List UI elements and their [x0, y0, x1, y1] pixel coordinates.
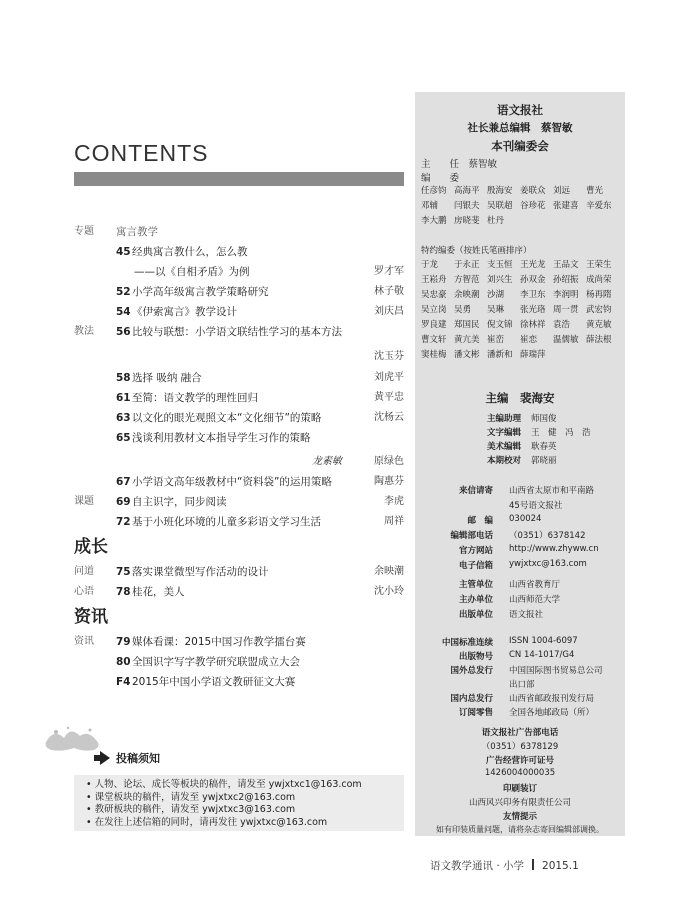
info-label: 邮 编 — [467, 516, 493, 526]
page-number: 63 — [116, 412, 131, 424]
member-name: 李大鹏 — [421, 216, 447, 226]
member-name: 徐林祥 — [520, 320, 546, 330]
info-value: 出口部 — [509, 680, 535, 690]
section-label: 专题 — [74, 226, 94, 237]
entry-author: 林子敬 — [374, 286, 404, 297]
toc-entry-subtitle — [74, 262, 404, 282]
page-number: 45 — [116, 246, 131, 258]
info-value: 山西省邮政报刊发行局 — [509, 694, 595, 704]
issue-number: 2015.1 — [542, 860, 579, 872]
member-name: 吴联超 — [487, 201, 513, 211]
chief-editor-line: 社长兼总编辑 蔡智敏 — [467, 122, 573, 134]
info-label: 官方网站 — [458, 546, 493, 556]
entry-author: 刘虎平 — [374, 372, 404, 383]
entry-title: 经典寓言教什么，怎么教 — [132, 246, 248, 258]
toc-entry[interactable] — [74, 562, 404, 582]
info-label: 主编助理 — [486, 414, 521, 424]
member-name: 闫银夫 — [454, 201, 480, 211]
entry-title: 媒体看课：2015中国习作教学擂台赛 — [132, 636, 306, 648]
heading-bar — [74, 172, 404, 186]
member-name: 成尚荣 — [586, 275, 612, 285]
info-label: 主办单位 — [458, 595, 493, 605]
member-name: 邓辅 — [421, 201, 439, 211]
member-name: 姜联众 — [520, 186, 546, 196]
member-name: 吴勇 — [454, 305, 472, 315]
part-heading: 资讯 — [74, 607, 108, 627]
toc-entry[interactable] — [74, 368, 404, 388]
committee-director: 主 任 蔡智敏 — [421, 159, 498, 170]
entry-title: 小学高年级寓言教学策略研究 — [132, 286, 269, 298]
masthead-panel — [415, 92, 625, 836]
info-label: 中国标准连续 — [441, 638, 493, 648]
info-value: 王 健 冯 浩 — [531, 428, 591, 438]
page-number: F4 — [116, 676, 131, 688]
contents-heading: CONTENTS — [74, 140, 209, 166]
toc-entry[interactable] — [74, 242, 404, 262]
toc-entry[interactable] — [74, 408, 404, 428]
info-value: ISSN 1004-6097 — [509, 636, 578, 646]
member-name: 黄亢美 — [454, 335, 480, 345]
committee-members — [421, 184, 621, 229]
toc-entry[interactable] — [74, 672, 404, 692]
member-name: 曹光 — [586, 186, 604, 196]
section-label: 问道 — [74, 566, 94, 577]
member-name: 于龙 — [421, 260, 439, 270]
member-name: 潘文彬 — [454, 350, 480, 360]
entry-title: 基于小班化环境的儿童多彩语文学习生活 — [132, 516, 321, 528]
member-name: 武宏钧 — [586, 305, 612, 315]
journal-name: 语文教学通讯 · 小学 — [430, 860, 525, 872]
member-name: 刘远 — [553, 186, 571, 196]
toc-entry[interactable] — [74, 428, 404, 448]
entry-author: 李虎 — [384, 496, 404, 507]
entry-title: 选择 吸纳 融合 — [132, 372, 202, 384]
info-value: 山西师范大学 — [509, 595, 561, 605]
editor-in-chief: 主编 裴海安 — [485, 391, 555, 405]
ad-phone-label: 语文报社广告部电话 — [481, 728, 559, 738]
tip-label: 友情提示 — [502, 812, 537, 822]
member-name: 窦桂梅 — [421, 350, 447, 360]
member-name: 吴琳 — [487, 305, 505, 315]
part-heading: 成长 — [74, 537, 108, 557]
entry-title: 全国识字写字教学研究联盟成立大会 — [132, 656, 300, 668]
section-label: 资讯 — [74, 636, 94, 647]
info-label: 本期校对 — [486, 456, 521, 466]
page-number: 61 — [116, 392, 131, 404]
info-value: 语文报社 — [509, 610, 544, 620]
section-topic: 寓言教学 — [116, 226, 158, 238]
ad-phone: （0351）6378129 — [481, 742, 559, 752]
info-value: ywjxtxc@163.com — [509, 559, 587, 569]
member-name: 刘兴生 — [487, 275, 513, 285]
member-name: 沙湖 — [487, 290, 505, 300]
toc-entry[interactable] — [74, 322, 404, 342]
info-label: 编辑部电话 — [450, 531, 493, 541]
member-name: 崔恋 — [520, 335, 538, 345]
toc-entry[interactable] — [74, 302, 404, 322]
member-name: 王光龙 — [520, 260, 546, 270]
entry-title: 浅谈利用教材文本指导学生习作的策略 — [132, 432, 311, 444]
entry-author: 沈杨云 — [374, 412, 404, 423]
toc-entry[interactable] — [74, 512, 404, 532]
toc-entry[interactable] — [74, 492, 404, 512]
toc-entry[interactable] — [74, 282, 404, 302]
info-value: 45号语文报社 — [509, 501, 563, 511]
member-name: 辛爱东 — [586, 201, 612, 211]
member-name: 张光珞 — [520, 305, 546, 315]
info-value: CN 14-1017/G4 — [509, 650, 575, 660]
page-number: 56 — [116, 326, 131, 338]
member-name: 杜丹 — [487, 216, 505, 226]
entry-author: 余映潮 — [374, 566, 404, 577]
member-name: 潘新和 — [487, 350, 513, 360]
section-label: 心语 — [74, 586, 94, 597]
member-name: 崔峦 — [487, 335, 505, 345]
entry-title: 2015年中国小学语文教研征文大赛 — [132, 676, 296, 688]
entry-author: 罗才军 — [374, 266, 404, 277]
entry-title: 比较与联想：小学语文联结性学习的基本方法 — [132, 326, 342, 338]
toc-part-heading — [74, 532, 404, 562]
member-name: 温儒敏 — [553, 335, 579, 345]
info-value: 耿春英 — [531, 442, 557, 452]
page-number: 65 — [116, 432, 131, 444]
toc-entry[interactable] — [74, 632, 404, 652]
submission-notice-box — [74, 775, 404, 831]
publisher-name: 语文报社 — [497, 103, 543, 117]
member-name: 郑国民 — [454, 320, 480, 330]
toc-entry[interactable] — [74, 652, 404, 672]
toc-author-row — [74, 342, 404, 368]
member-name: 孙绍振 — [553, 275, 579, 285]
entry-author: 刘庆昌 — [374, 306, 404, 317]
page-number: 67 — [116, 476, 131, 488]
entry-title: 以文化的眼光观照文本“文化细节”的策略 — [132, 412, 322, 424]
notice-item: • 在发往上述信箱的同时，请再发往 ywjxtxc@163.com — [86, 816, 328, 828]
notice-item: • 课堂板块的稿件，请发至 ywjxtxc2@163.com — [86, 791, 296, 803]
member-name: 罗良建 — [421, 320, 447, 330]
submission-notice-header — [94, 750, 160, 766]
page-number: 80 — [116, 656, 131, 668]
entry-title: 落实课堂微型写作活动的设计 — [132, 566, 269, 578]
footer-divider — [532, 859, 534, 870]
toc-part-heading — [74, 602, 404, 632]
member-name: 房晓斐 — [454, 216, 480, 226]
page-footer — [430, 858, 579, 873]
committee-heading: 本刊编委会 — [491, 139, 549, 153]
ad-license: 1426004000035 — [484, 768, 556, 778]
entry-author: 陶惠芬 — [374, 476, 404, 487]
member-name: 高海平 — [454, 186, 480, 196]
page-number: 58 — [116, 372, 131, 384]
toc-section-row — [74, 222, 404, 242]
special-members-label: 特约编委（按姓氏笔画排序） — [421, 246, 532, 256]
info-label: 美术编辑 — [486, 442, 521, 452]
member-name: 薛法根 — [586, 335, 612, 345]
entry-title: 至简：语文教学的理性回归 — [132, 392, 258, 404]
entry-title: 自主识字，同步阅读 — [132, 496, 227, 508]
member-name: 王崧舟 — [421, 275, 447, 285]
info-label: 订阅零售 — [458, 708, 493, 718]
members-label: 编 委 — [421, 173, 460, 184]
entry-author: 周祥 — [384, 516, 404, 527]
info-value: 中国国际图书贸易总公司 — [509, 666, 603, 676]
page-number: 79 — [116, 636, 131, 648]
info-label: 文字编辑 — [486, 428, 521, 438]
info-value: 师国俊 — [531, 414, 557, 424]
member-name: 吴忠豪 — [421, 290, 447, 300]
submission-notice-title: 投稿须知 — [116, 752, 160, 765]
entry-author: 沈玉芬 — [374, 351, 404, 362]
page-number: 69 — [116, 496, 131, 508]
notice-item: • 教研板块的稿件，请发至 ywjxtxc3@163.com — [86, 804, 296, 815]
info-label: 国外总发行 — [450, 666, 493, 676]
entry-title: 《伊索寓言》教学设计 — [132, 306, 237, 318]
member-name: 曹文轩 — [421, 335, 447, 345]
info-value: 全国各地邮政局（所） — [509, 708, 595, 718]
tip-text: 如有印装质量问题，请将杂志寄回编辑部调换。 — [436, 825, 604, 834]
member-name: 倪文锦 — [487, 320, 513, 330]
member-name: 殷海安 — [487, 186, 513, 196]
member-name: 周一贯 — [553, 305, 579, 315]
member-name: 杨再隋 — [586, 290, 612, 300]
info-label: 电子信箱 — [458, 561, 493, 571]
member-name: 张建喜 — [553, 201, 579, 211]
section-label: 课题 — [74, 496, 94, 507]
special-members — [421, 258, 621, 363]
entry-author: 龙素敏 — [312, 456, 342, 467]
printer-name: 山西风兴印务有限责任公司 — [468, 798, 571, 808]
ad-license-label: 广告经营许可证号 — [485, 756, 554, 766]
member-name: 孙双金 — [520, 275, 546, 285]
info-value: （0351）6378142 — [509, 531, 586, 541]
entry-author: 黄平忠 — [374, 392, 404, 403]
page-number: 52 — [116, 286, 131, 298]
page-number: 75 — [116, 566, 131, 578]
member-name: 王荣生 — [586, 260, 612, 270]
member-name: 余映潮 — [454, 290, 480, 300]
member-name: 李润明 — [553, 290, 579, 300]
info-value: http://www.zhyww.cn — [509, 544, 599, 554]
toc-author-row — [74, 448, 404, 472]
page-number: 78 — [116, 586, 131, 598]
page-number: 72 — [116, 516, 131, 528]
table-of-contents — [74, 222, 404, 692]
member-name: 袁浩 — [553, 320, 571, 330]
notice-item: • 人物、论坛、成长等板块的稿件，请发至 ywjxtxc1@163.com — [86, 779, 362, 790]
info-value: 030024 — [509, 514, 542, 524]
printing-label: 印刷装订 — [502, 784, 537, 794]
entry-author: 原绿色 — [374, 456, 404, 467]
member-name: 黄克敏 — [586, 320, 612, 330]
member-name: 李卫东 — [520, 290, 546, 300]
info-value: 山西省教育厅 — [509, 580, 561, 590]
member-name: 方智范 — [454, 275, 480, 285]
member-name: 薛瑞萍 — [520, 350, 546, 360]
info-label: 来信请寄 — [458, 486, 493, 496]
toc-entry[interactable] — [74, 472, 404, 492]
member-name: 于永正 — [454, 260, 480, 270]
section-label: 教法 — [74, 326, 94, 337]
page-number: 54 — [116, 306, 131, 318]
info-label: 主管单位 — [458, 580, 493, 590]
entry-title: 小学语文高年级教材中“资料袋”的运用策略 — [132, 476, 332, 488]
info-label: 出版单位 — [458, 610, 493, 620]
entry-author: 沈小玲 — [374, 586, 404, 597]
member-name: 谷珍花 — [520, 201, 546, 211]
entry-title: 桂花，美人 — [132, 586, 185, 598]
info-label: 国内总发行 — [450, 694, 493, 704]
entry-subtitle: ——以《自相矛盾》为例 — [134, 266, 250, 278]
member-name: 王品文 — [553, 260, 579, 270]
info-label: 出版物号 — [458, 652, 493, 662]
member-name: 任彦钧 — [421, 186, 447, 196]
member-name: 吴立岗 — [421, 305, 447, 315]
toc-entry[interactable] — [74, 582, 404, 602]
member-name: 支玉恒 — [487, 260, 513, 270]
toc-entry[interactable] — [74, 388, 404, 408]
info-value: 郭晓丽 — [531, 456, 557, 466]
info-value: 山西省太原市和平南路 — [509, 486, 595, 496]
megaphone-icon — [94, 751, 112, 765]
